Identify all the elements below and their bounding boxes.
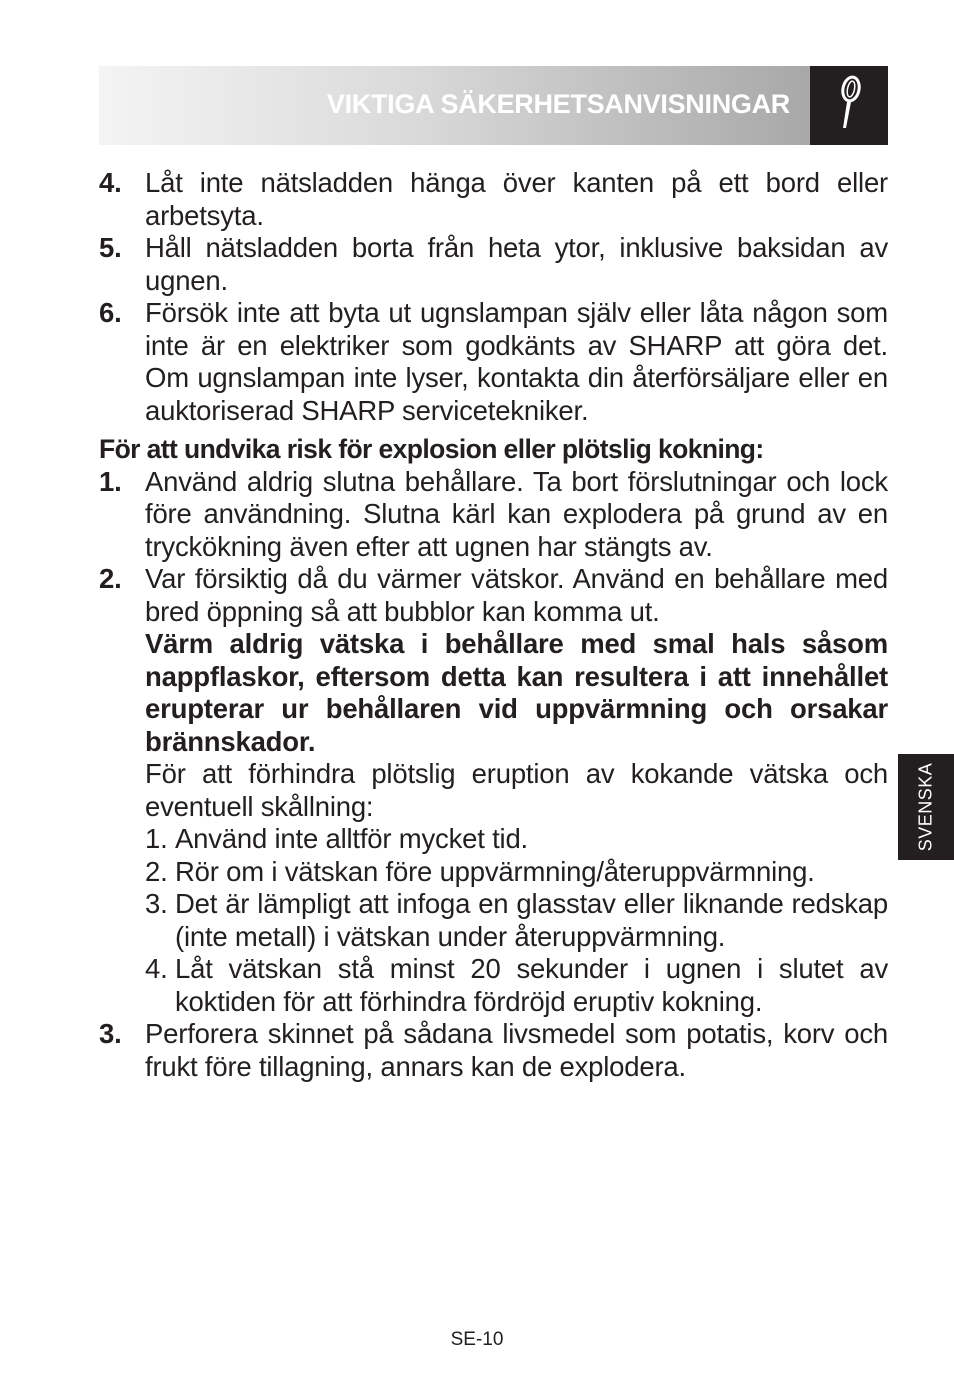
language-tab xyxy=(898,754,954,860)
item-text: Var försiktig då du värmer vätskor. Använd en behållare med bred öppning så att bubblor kan komma ut. xyxy=(145,563,888,627)
item-text: Försök inte att byta ut ugnslampan själv eller låta någon som inte är en elektriker som godkänts av SHARP att göra det. Om ugnslampan inte lyser, kontakta din återförsäljare eller en auktoriserad SHARP servicetekniker. xyxy=(145,297,888,426)
item-number: 5. xyxy=(99,232,122,263)
item-followup-text: För att förhindra plötslig eruption av kokande vätska och eventuell skållning: xyxy=(145,758,888,822)
sub-list-item xyxy=(145,888,888,953)
sub-item-text: Rör om i vätskan före uppvärmning/återuppvärmning. xyxy=(175,855,815,887)
list-item xyxy=(99,167,888,232)
item-text: Håll nätsladden borta från heta ytor, inklusive baksidan av ugnen. xyxy=(145,232,888,296)
list-item xyxy=(99,466,888,564)
list-item xyxy=(99,232,888,297)
warning-text: Värm aldrig vätska i behållare med smal hals såsom nappflaskor, eftersom detta kan resultera i att innehållet erupterar ur behållaren vid uppvärmning och orsakar brännskador. xyxy=(145,628,888,757)
sub-item-text: Använd inte alltför mycket tid. xyxy=(175,823,528,854)
item-number: 1. xyxy=(99,465,122,497)
header-icon-box xyxy=(810,66,888,145)
language-tab-label: SVENSKA xyxy=(915,762,936,852)
list-item xyxy=(99,297,888,427)
page-number: SE-10 xyxy=(450,1329,504,1350)
header-bar xyxy=(99,66,810,145)
sub-item-text: Det är lämpligt att infoga en glasstav eller liknande redskap (inte metall) i vätskan under återuppvärmning. xyxy=(175,888,888,952)
sub-list-item xyxy=(145,823,888,856)
item-text: Perforera skinnet på sådana livsmedel som potatis, korv och frukt före tillagning, annars kan de explodera. xyxy=(145,1018,888,1082)
sub-item-number: 4. xyxy=(145,953,168,984)
page-title: VIKTIGA SÄKERHETSANVISNINGAR xyxy=(326,89,790,119)
item-number: 3. xyxy=(99,1018,122,1049)
item-number: 2. xyxy=(99,563,122,594)
list-item xyxy=(99,563,888,1018)
list-item xyxy=(99,1018,888,1083)
sub-item-number: 3. xyxy=(145,888,168,919)
item-text: Använd aldrig slutna behållare. Ta bort förslutningar och lock före användning. Slutna kärl kan explodera på grund av en tryckökning även efter att ugnen har stängts av. xyxy=(145,465,888,562)
sub-item-text: Låt vätskan stå minst 20 sekunder i ugnen i slutet av koktiden för att förhindra fördröjd eruptiv kokning. xyxy=(175,953,888,1017)
section-heading: För att undvika risk för explosion eller plötslig kokning: xyxy=(99,434,764,464)
sub-item-number: 1. xyxy=(145,823,168,854)
exclamation-icon xyxy=(810,66,888,145)
item-text: Låt inte nätsladden hänga över kanten på ett bord eller arbetsyta. xyxy=(145,167,888,231)
sub-list-item xyxy=(145,856,888,889)
content xyxy=(99,167,888,1083)
item-number: 4. xyxy=(99,167,122,198)
item-number: 6. xyxy=(99,297,122,328)
sub-list-item xyxy=(145,953,888,1018)
sub-item-number: 2. xyxy=(145,855,168,887)
